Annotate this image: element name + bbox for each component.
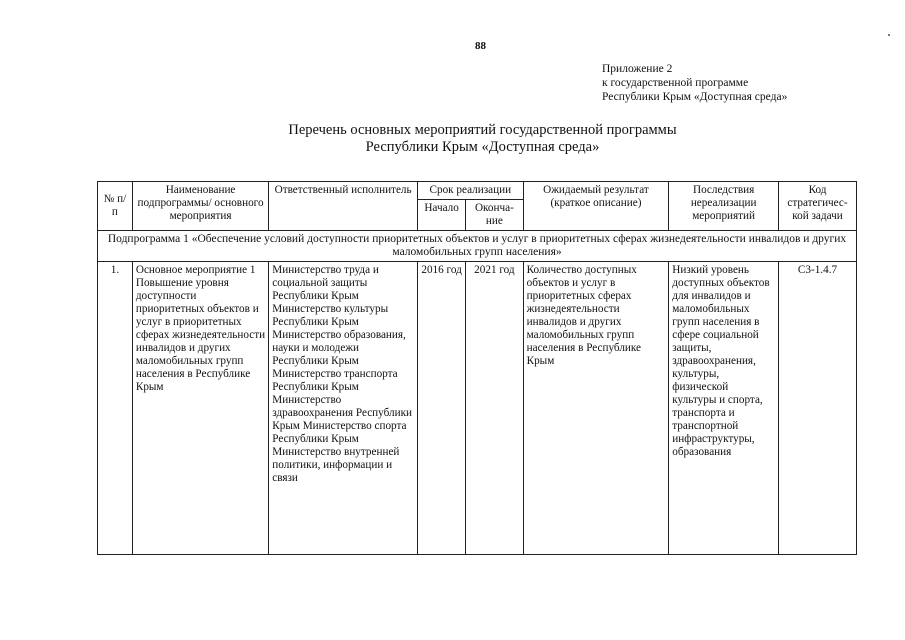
scan-speck [888, 34, 890, 36]
document-title [150, 122, 815, 156]
cell-executor: Министерство труда и социальной защиты Республики Крым Министерство культуры Республики Крым Министерство образования, науки и молодежи Республики Крым Министерство транспорта Республики Крым Министерство здравоохранения Республики Крым Министерство спорта Республики Крым Министерство внутренней политики, информации и связи [269, 262, 418, 555]
title-line-2: Республики Крым «Доступная среда» [365, 139, 600, 155]
header-result: Ожидаемый результат (краткое описание) [523, 182, 669, 231]
title-line-1: Перечень основных мероприятий государственной программы [288, 122, 677, 138]
appendix-line-3: Республики Крым «Доступная среда» [602, 91, 788, 103]
cell-result: Количество доступных объектов и услуг в приоритетных сферах жизнедеятельности инвалидов и других маломобильных групп населения в Республике Крым [523, 262, 669, 555]
table-row [98, 262, 857, 555]
header-row [98, 182, 857, 200]
header-period: Срок реализации [417, 182, 523, 200]
appendix-note [602, 62, 787, 104]
subprogram-row [98, 231, 857, 262]
cell-consequences: Низкий уровень доступных объектов для инвалидов и маломобильных групп населения в сфере социальной защиты, здравоохранения, культуры, физической культуры и спорта, транспорта и транспортной инфраструктуры, образования [669, 262, 779, 555]
header-end: Оконча-ние [466, 200, 523, 231]
appendix-line-2: к государственной программе [602, 77, 749, 89]
header-executor: Ответственный исполнитель [269, 182, 418, 231]
cell-name: Основное мероприятие 1 Повышение уровня доступности приоритетных объектов и услуг в приоритетных сферах жизнедеятельности инвалидов и других маломобильных групп населения в Республике Крым [132, 262, 268, 555]
cell-end: 2021 год [466, 262, 523, 555]
cell-code: С3-1.4.7 [779, 262, 857, 555]
header-code: Код стратегичес-кой задачи [779, 182, 857, 231]
subprogram-title: Подпрограмма 1 «Обеспечение условий доступности приоритетных объектов и услуг в приоритетных сферах жизнедеятельности инвалидов и других маломобильных групп населения» [98, 231, 857, 262]
page-number: 88 [475, 40, 486, 52]
appendix-line-1: Приложение 2 [602, 63, 673, 75]
header-start: Начало [417, 200, 465, 231]
header-consequences: Последствия нереализации мероприятий [669, 182, 779, 231]
activities-table [97, 181, 857, 555]
header-num: № п/п [98, 182, 133, 231]
cell-num: 1. [98, 262, 133, 555]
header-name: Наименование подпрограммы/ основного мероприятия [132, 182, 268, 231]
cell-start: 2016 год [417, 262, 465, 555]
